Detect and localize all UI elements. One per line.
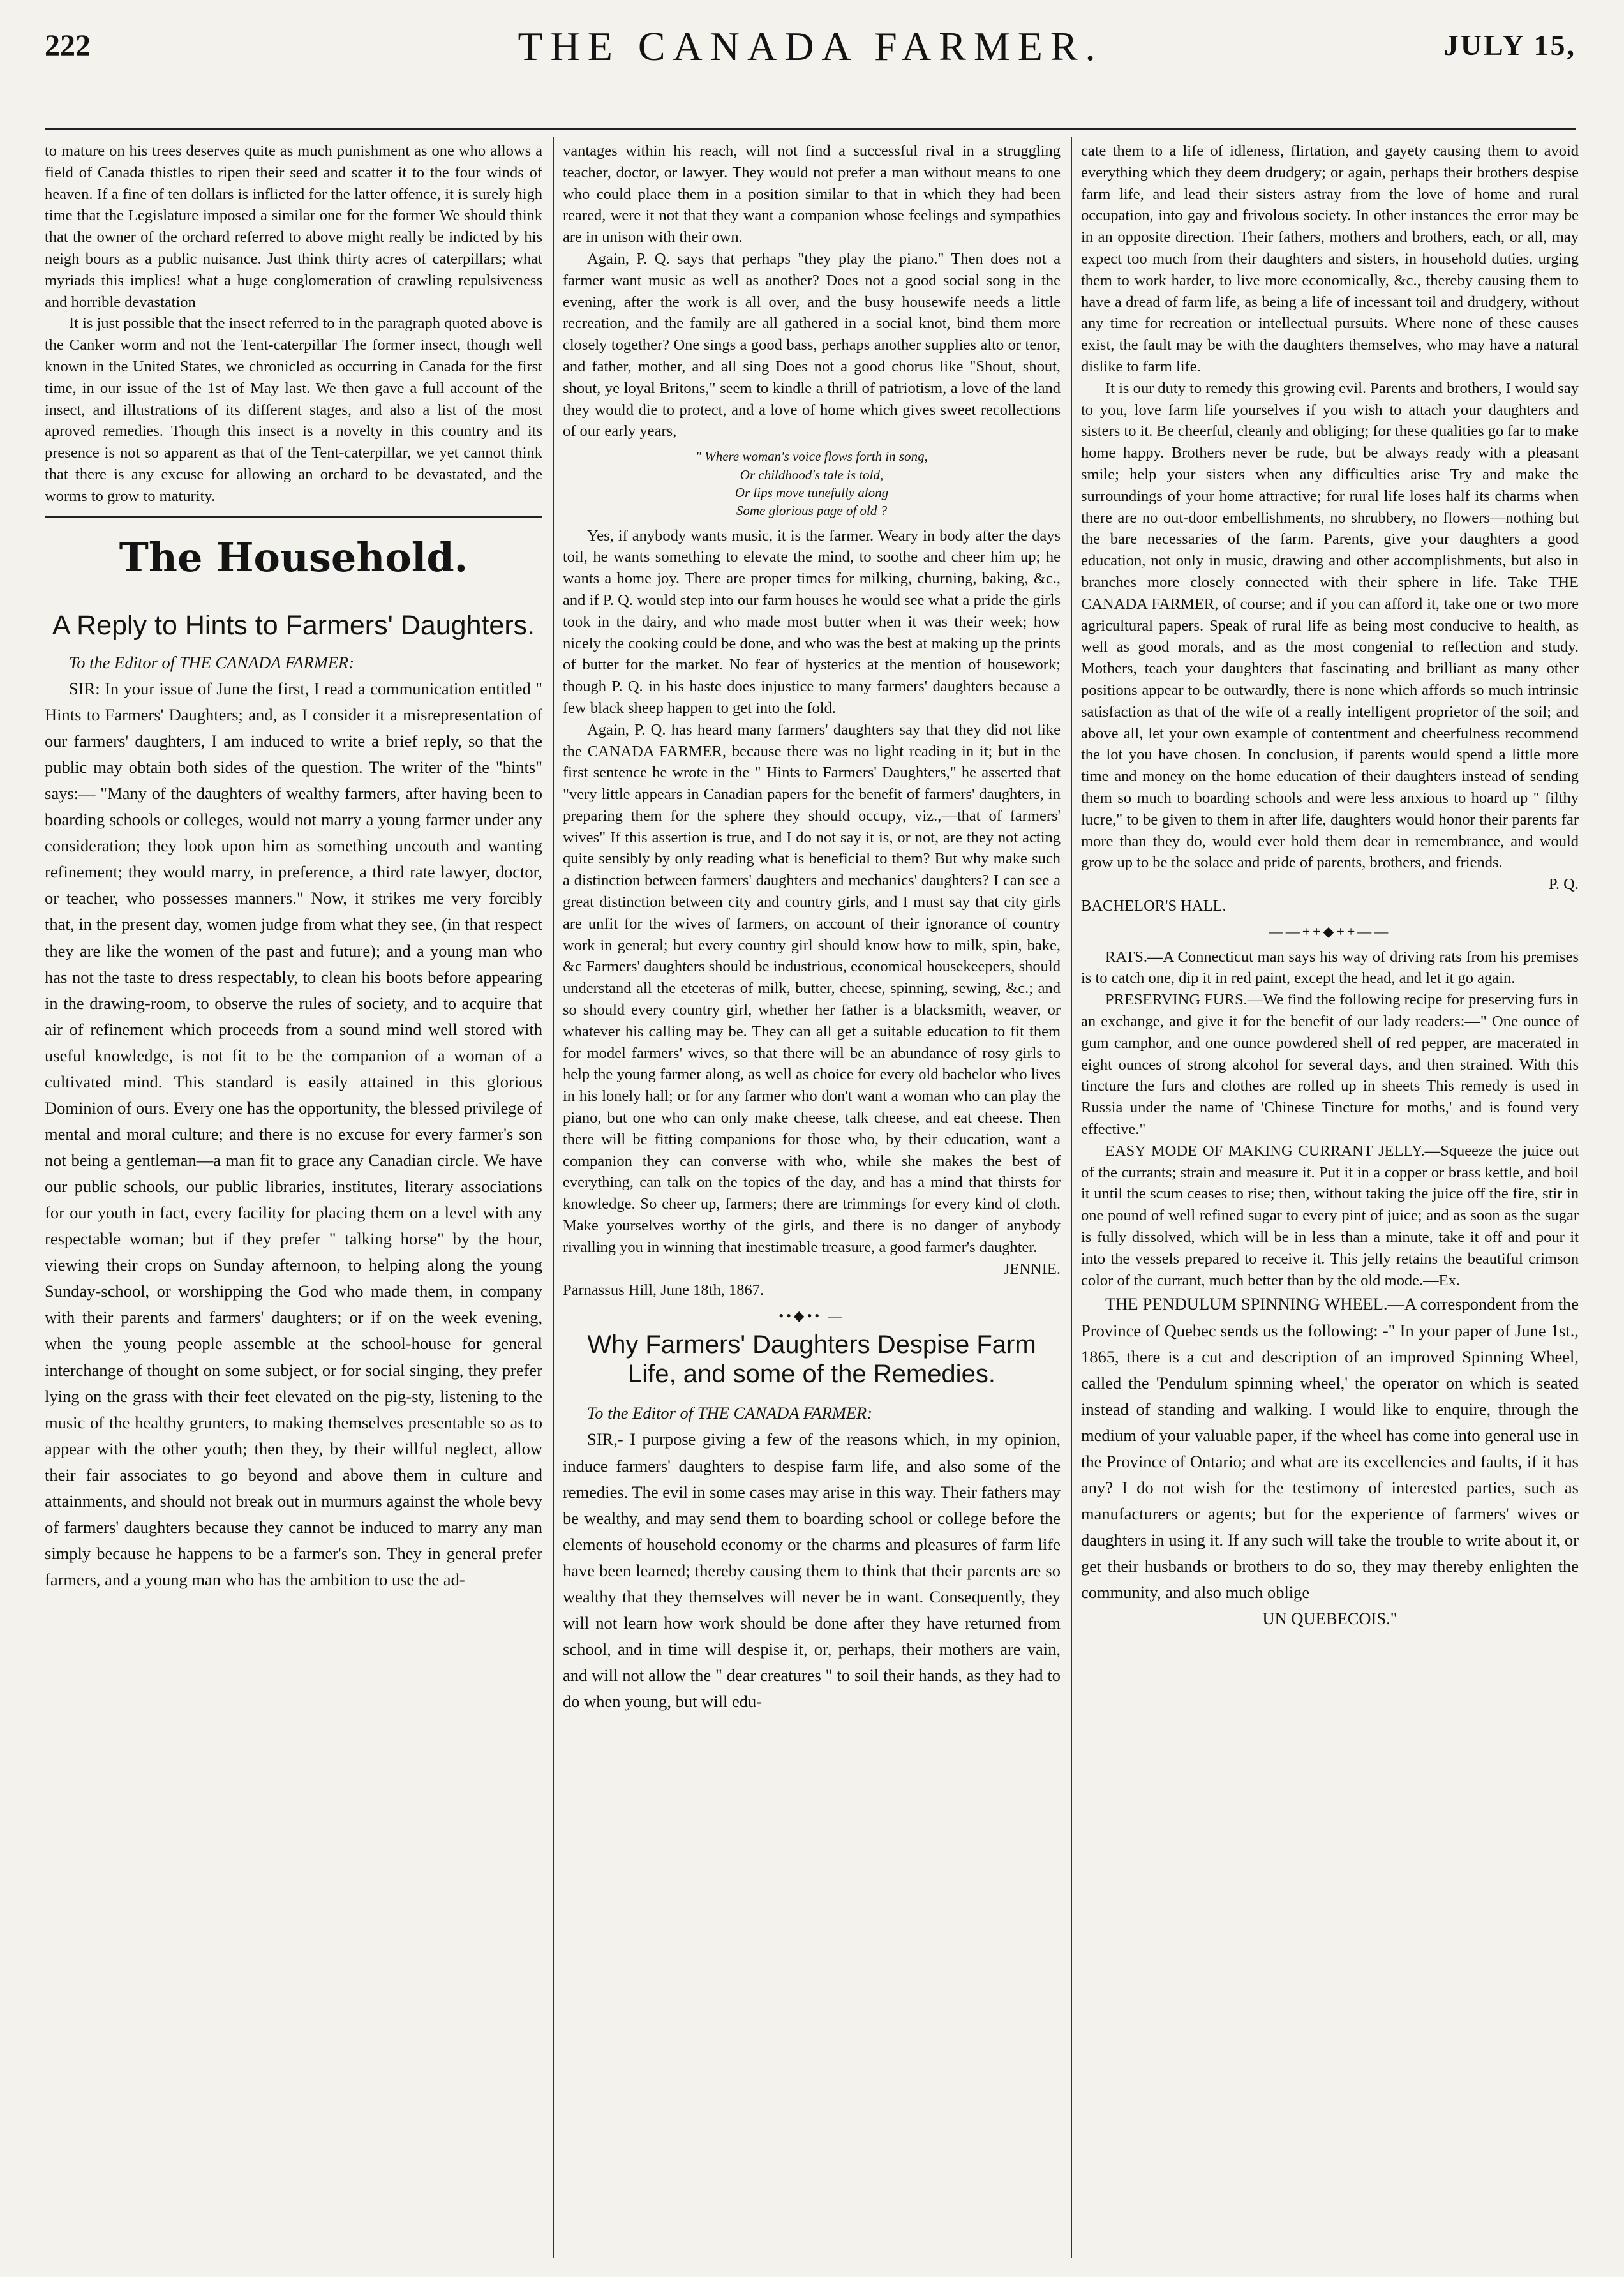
- signature-jennie: JENNIE.: [1003, 1260, 1061, 1278]
- preserving-furs-item: PRESERVING FURS.—We find the following recipe for preserving furs in an exchange, and give it for the benefit of our lady readers:—" One ounce of gum camphor, and one ounce powdered shell of red pepper, are macerated in eight ounces of strong alcohol for several days, and then strained. With this tincture the furs and clothes are rolled up in sheets This remedy is used in Russia under the name of 'Chinese Tincture for moths,' and is found very effective.": [1081, 991, 1579, 1138]
- verse-line: " Where woman's voice flows forth in song,: [696, 449, 928, 465]
- column-divider: [1071, 137, 1072, 2258]
- why-continued: cate them to a life of idleness, flirtation, and gayety causing them to avoid everything which they deem drudgery; or again, perhaps their brothers despise farm life, and lead their sisters astray from the love of home and rural occupation, into gay and frivolous society. In other instances the error may be in an opposite direction. Their fathers, mothers and brothers, each, or all, may expect too much from their daughters and sisters, in household duties, urging them to work harder, to live more economically, &c., thereby causing them to have a dread of farm life, as being a life of incessant toil and drudgery, without any time for recreation or intellectual pursuits. Where none of these causes exist, the fault may be with the daughters themselves, who may have a natural dislike to farm life.: [1081, 142, 1579, 375]
- column-1: [45, 140, 542, 2258]
- reply-continued: vantages within his reach, will not find a successful rival in a struggling teacher, doctor, or lawyer. They would not prefer a man without means to one who could place them in a position similar to that in which they had been reared, were it not that they want a companion whose feelings and sympathies are in unison with their own.: [563, 142, 1061, 246]
- article-title-why: Why Farmers' Daughters Despise Farm Life, and some of the Remedies.: [587, 1331, 1036, 1388]
- reply-body: SIR: In your issue of June the first, I read a communication entitled " Hints to Farmers' Daughters; and, as I consider it a misrepresentation of our farmers' daughters, I am induced to write a brief reply, so that the public may obtain both sides of the question. The writer of the "hints" says:— "Many of the daughters of wealthy farmers, after having been to boarding schools or colleges, would not marry a young farmer under any consideration; they look upon him as something uncouth and wanting refinement; they would marry, in preference, a third rate lawyer, doctor, or teacher, who possesses manners." Now, it strikes me very forcibly that, in the present day, women judge from what they see, (in that respect they are like the women of the past and future); and a young man who has not the taste to dress respectably, to clean his boots before appearing in the drawing-room, to observe the rules of society, and to acquire that air of refinement which proceeds from a sound mind well stored with useful knowledge, is not fit to be the companion of a woman of a cultivated mind. This standard is easily attained in this glorious Dominion of ours. Every one has the opportunity, the blessed privilege of mental and moral culture; and there is no excuse for every farmer's son not being a gentleman—a man fit to grace any Canadian circle. We have our public schools, our public libraries, institutes, literary associations for our youth in fact, every facility for placing them on a level with any respectable woman; but if they prefer " talking horse" by the hour, viewing their crops on Sunday afternoon, to helping along the young Sunday-school, or worshipping the God who made them, in company with their parents and farmers' daughters; or if on the week evening, when the young people assemble at the school-house for general interchange of thought on some subject, or for social singing, they prefer lying on the grass with their feet elevated on the pig-sty, listening to the music of the healthy grunters, to making themselves presentable so as to appear with the other youth; then they, by their willful neglect, allow their fair associates to go beyond and above them in culture and attainments, and should not break out in murmurs against the whole bevy of farmers' daughters because they cannot be induced to marry any man simply because he happens to be a farmer's son. They in general prefer farmers, and a young man who has the ambition to use the ad-: [45, 678, 542, 1590]
- rats-item: RATS.—A Connecticut man says his way of driving rats from his premises is to catch one, dip it in red paint, except the head, and let it go again.: [1081, 948, 1579, 987]
- piano-paragraph: Again, P. Q. says that perhaps "they play the piano." Then does not a farmer want music as well as another? Does not a good social song in the evening, after the work is all over, and the busy housewife needs a little recreation, and the family are all gathered in a social knot, bind them more closely together? One sings a good bass, perhaps another supplies alto or tenor, and father, mother, and all sing Does not a good chorus like "Shout, shout, shout, ye loyal Britons," seem to kindle a thrill of patriotism, a love of the land they would die to protect, and a love of home which gives sweet recollections of our early years,: [563, 250, 1061, 440]
- orchard-paragraph: to mature on his trees deserves quite as much punishment as one who allows a field of Canada thistles to ripen their seed and scatter it to the four winds of heaven. If a fine of ten dollars is inflicted for the latter offence, it is surely high time that the Legislature imposed a similar one for the former We should think that the owner of the orchard referred to above might really be indicted by his neigh bours as a public nuisance. Just think thirty acres of caterpillars; what myriads this implies! what a huge conglomeration of crawling repulsiveness and horrible devastation: [45, 142, 542, 311]
- verse-line: Or childhood's tale is told,: [740, 467, 884, 482]
- section-rule: [45, 516, 542, 518]
- dateline: Parnassus Hill, June 18th, 1867.: [563, 1281, 764, 1299]
- music-paragraph: Yes, if anybody wants music, it is the farmer. Weary in body after the days toil, he wants something to elevate the mind, to soothe and cheer him up; he wants a home joy. There are proper times for milking, churning, baking, &c., and if P. Q. would step into our farm houses he would see what a pride the girls took in the dairy, and who made most butter when it was their week; how nicely the cooking could be done, and who was the best at making up the prints of butter for the market. No fear of hysterics at the mention of housework; though P. Q. in his haste does injustice to many farmers' daughters because a few black sheep happen to get into the fold.: [563, 526, 1061, 717]
- paper-name: THE CANADA FARMER.: [518, 24, 1103, 69]
- canker-worm-paragraph: It is just possible that the insect referred to in the paragraph quoted above is the Canker worm and not the Tent-caterpillar The former insect, though well known in the United States, we chronicled as occurring in Canada for the first time, in our issue of the 1st of May last. We then gave a full account of the insect, and illustrations of its different stages, and also a list of the most aproved remedies. Though this insect is a novelty in this country and its presence is not so apparent as that of the Tent-caterpillar, we yet cannot think that there is any excuse for allowing an orchard to be devastated, and the worms to grow to maturity.: [45, 315, 542, 505]
- column-divider: [553, 137, 554, 2258]
- verse-line: Some glorious page of old ?: [736, 503, 888, 519]
- place-bachelors-hall: BACHELOR'S HALL.: [1081, 897, 1226, 915]
- currant-jelly-item: EASY MODE OF MAKING CURRANT JELLY.—Squeeze the juice out of the currants; strain and measure it. Put it in a copper or brass kettle, and boil it until the scum ceases to rise; then, without taking the juice off the fire, stir in one pound of well refined sugar to every pint of juice; and as soon as the sugar is fully dissolved, which will be in less than a minute, take it off and pour it into the vessels prepared to receive it. This jelly retains the beautiful crimson color of the currant, much better than by the old mode.—Ex.: [1081, 1142, 1579, 1289]
- light-reading-paragraph: Again, P. Q. has heard many farmers' daughters say that they did not like the CANADA FARMER, because there was no light reading in it; but in the first sentence he wrote in the " Hints to Farmers' Daughters," he asserted that "very little appears in Canadian papers for the benefit of farmers' daughters, in preparing them for the sphere they should occupy, viz.,—that of farmers' wives" If this assertion is true, and I do not say it is, or not, are they not acting quite sensibly by only reading what is beneficial to them? But why make such a distinction between farmers' daughters and mechanics' daughters? I can see a great distinction between city and country girls, and I must say that city girls are unfit for the wives of farmers, on account of their ignorance of country work in general; but every country girl should know how to milk, spin, bake, &c Farmers' daughters should be industrious, economical housekeepers, should understand all the etceteras of milk, butter, cheese, spinning, sewing, &c.; and so should every country girl, whether her father is a blacksmith, weaver, or whatever his calling may be. They can all get a suitable education to fit them for model farmers' wives, so that there will be an abundance of rosy girls to help the young farmer along, as well as choice for every old bachelor who lives in his lonely hall; or for any farmer who don't want a woman who can play the piano, but one who can only make cheese, talk cheese, and eat cheese. Then there will be fitting companions for those who, by their education, want a companion they can converse with who, while she makes the best of everything, can talk on the topics of the day, and has a mind that thirsts for knowledge. So cheer up, farmers; there are trimmings for every kind of cloth. Make yourselves worthy of the girls, and there is no danger of anybody rivalling you in winning that inestimable treasure, a good farmer's daughter.: [563, 720, 1061, 1256]
- verse-line: Or lips move tunefully along: [734, 484, 889, 500]
- masthead-rule: [45, 128, 1576, 135]
- spinning-wheel-item: THE PENDULUM SPINNING WHEEL.—A correspondent from the Province of Quebec sends us the following: -" In your paper of June 1st., 1865, there is a cut and description of an improved Spinning Wheel, called the 'Pendulum spinning wheel,' the operator on which is seated instead of standing and walking. I would like to enquire, through the medium of your valuable paper, if the wheel has come into general use in the Province of Ontario; and what are its excellencies and faults, if it has any? I do not wish for the testimony of interested parties, such as manufacturers or agents; but for the experience of farmers' wives or daughters in using it. If any such will take the trouble to write about it, or get their husbands or brothers to do so, they may thereby enlighten the community, and also much oblige: [1081, 1294, 1579, 1602]
- page-number: 222: [45, 29, 91, 63]
- section-title-household: The Household.: [119, 534, 468, 581]
- remedies-paragraph: It is our duty to remedy this growing evil. Parents and brothers, I would say to you, love farm life yourselves if you wish to attach your daughters and sisters to it. Be cheerful, cleanly and obliging; for these qualities go far to make home happy. Brothers never be rude, but be always ready with a pleasant smile; help your sisters when any difficulties arise Try and make the surroundings of your home attractive; for rural life loses half its charms when there are no out-door embellishments, no shrubbery, no flowers—nothing but the bare necessaries of the farm. Parents, give your daughters a good education, not only in music, drawing and other accomplishments, but also in branches more closely connected with their sphere in life. Take THE CANADA FARMER, of course; and if you can afford it, take one or two more agricultural papers. Speak of rural life as being most conducive to health, as well as good morals, and as the most congenial to reflection and study. Mothers, teach your daughters that fascinating and brilliant as many other positions appear to be outwardly, there is none which affords so much intrinsic satisfaction as that of the wife of a really intelligent proprietor of the soil; and above all, let your own example of contentment and cheerfulness recommend the lot you have chosen. In conclusion, if parents would spend a little more time and money on the home education of their daughters instead of sending them so much to boarding schools and were less anxious to hoard up " filthy lucre," to be given to them in after life, daughters would honor their parents far more than they do, would ever hold them dear in remembrance, and would grow up to be the solace and pride of parents, brothers, and friends.: [1081, 379, 1579, 872]
- column-2: [563, 140, 1061, 2258]
- dash-rule: — — — — —: [215, 585, 372, 600]
- issue-date: JULY 15,: [1443, 29, 1576, 61]
- ornament-divider: ••◆•• —: [778, 1308, 845, 1324]
- to-editor-line: To the Editor of THE CANADA FARMER:: [587, 1403, 873, 1423]
- article-title-reply: A Reply to Hints to Farmers' Daughters.: [52, 609, 535, 641]
- ornament-divider: ——++◆++——: [1269, 923, 1391, 939]
- verse-quote: [563, 447, 1061, 519]
- signature-quebecois: UN QUEBECOIS.": [1262, 1609, 1397, 1629]
- to-editor-line: To the Editor of THE CANADA FARMER:: [69, 652, 355, 672]
- column-3: [1081, 140, 1579, 2258]
- initials-pq: P. Q.: [1549, 876, 1579, 893]
- why-body: SIR,- I purpose giving a few of the reasons which, in my opinion, induce farmers' daughters to despise farm life, and also some of the remedies. The evil in some cases may arise in this way. Their fathers may be wealthy, and may send them to boarding school or college before the elements of household economy or the charms and pleasures of farm life have been learned; thereby causing them to think that their parents are so wealthy that they themselves will never be in want. Consequently, they will not learn how work should be done after they have returned from school, and in time will despise it, or, perhaps, their mothers are vain, and will not allow the " dear creatures " to soil their hands, as they had to do when young, but will edu-: [563, 1430, 1061, 1712]
